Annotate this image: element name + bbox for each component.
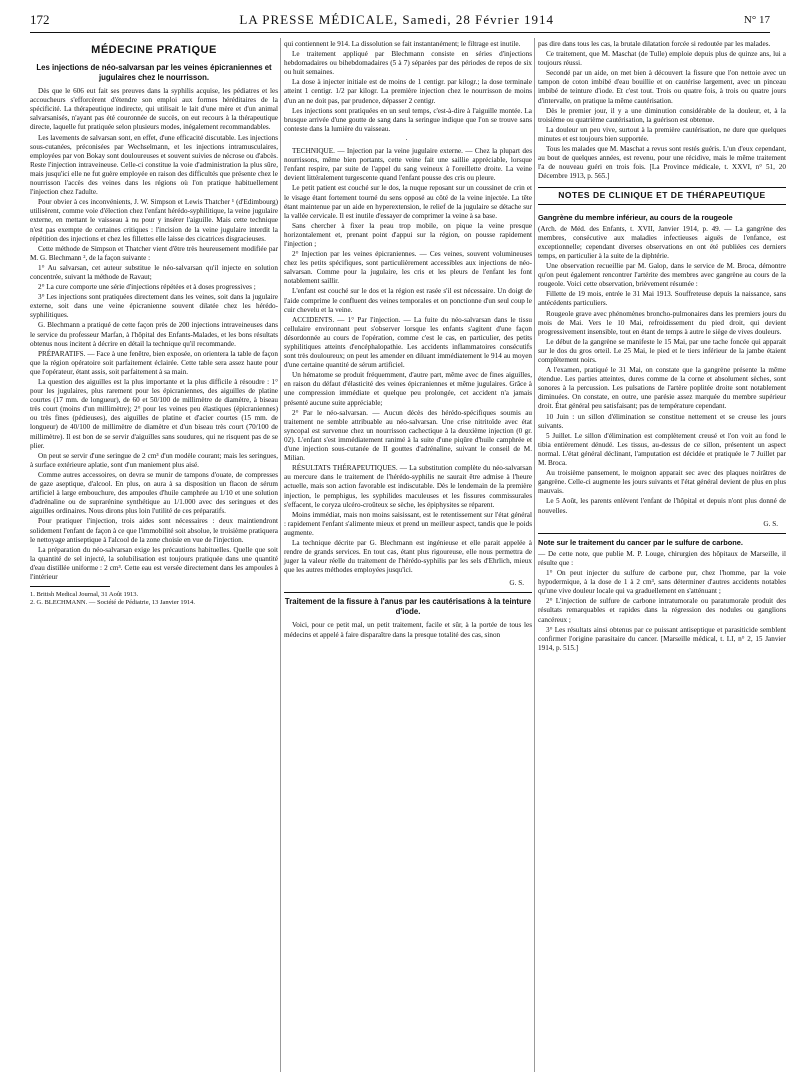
signature: G. S. bbox=[763, 519, 778, 528]
column-separator bbox=[280, 38, 281, 1072]
paragraph: 1° Au salvarsan, cet auteur substitue le néo-salvarsan qu'il injecte en solution concentrée, suivant la méthode de Ravaut; bbox=[30, 263, 278, 281]
paragraph: L'enfant est couché sur le dos et la région est rasée s'il est nécessaire. Un doigt de l'aide comprime le confluent des veines temporales et on ponctionne d'un seul coup le cuir chevelu et la veine. bbox=[284, 287, 532, 314]
paragraph: Le début de la gangrène se manifeste le 15 Mai, par une tache foncée qui apparait sur le dos du gros orteil. Le 25 Mai, le pied et le tiers inférieur de la jambe étaient complètement noirs. bbox=[538, 337, 786, 365]
paragraph: pas dire dans tous les cas, la brutale dilatation forcée si redoutée par les malades. bbox=[538, 40, 771, 48]
paragraph: 5 Juillet. Le sillon d'élimination est complètement creusé et l'on voit au fond le tibia entièrement dénudé. Les tissus, au-dessus de ce sillon, présentent un aspect normal. L'état général déclinant, l'amputation est décidée et pratiquée le 7 Juillet par M. Broca. bbox=[538, 431, 786, 468]
header-rule bbox=[30, 32, 770, 33]
paragraph: La préparation du néo-salvarsan exige les précautions habituelles. Quelle que soit la quantité de sel injecté, la solubilisation est toujours pratiquée dans une quantité d'eau distillée uniforme : 2 cm³. Cette eau est versée directement dans les ampoules à l'intérieur bbox=[30, 545, 278, 581]
paragraph: Une observation recueillie par M. Galop, dans le service de M. Broca, démontre qu'on peut également rencontrer l'artérite des membres avec gangrène au cours de la rougeole. Voici cette observation, brièvement résumée : bbox=[538, 262, 786, 289]
paragraph: PRÉPARATIFS. — Face à une fenêtre, bien exposée, on orientera la table de façon que la région opératoire soit parfaitement éclairée. Cette table sera assez haute pour que l'opérateur, étant assis, soit parfaitement à sa main. bbox=[30, 349, 278, 376]
paragraph: Voici, pour ce petit mal, un petit traitement, facile et sûr, à la portée de tous les médecins et appelé à faire disparaître dans la presque totalité des cas, sinon bbox=[284, 621, 532, 639]
footnote: 2. G. BLECHMANN. — Société de Pédiatrie, 13 Janvier 1914. bbox=[30, 599, 196, 607]
paragraph: A l'examen, pratiqué le 31 Mai, on constate que la gangrène présente la même étendue. Les parties atteintes, dures comme de la corne et absolument sèches, sont sonores à la percussion. Les pulsations de l'artère poplitée droite sont notablement diminuées. On constate, en outre, une parésie assez marquée du membre supérieur droit. État général peu satisfaisant; pas de température cependant. bbox=[538, 366, 786, 411]
paragraph: 1° On peut injecter du sulfure de carbone pur, chez l'homme, par la voie hypodermique, à la dose de 1 à 2 cm³, sans déterminer d'autres accidents notables qu'une vive douleur locale qui va graduellement en s'atténuant ; bbox=[538, 569, 786, 596]
paragraph: La technique décrite par G. Blechmann est ingénieuse et elle parait appelée à rendre de grands services. En tout cas, étant plus rigoureuse, elle nous permettra de juger la valeur réelle du traitement de l'hérédo-syphilis par les sels d'Ehrlich, mieux que les autres méthodes employées jusqu'ici. bbox=[284, 538, 532, 575]
paragraph: La douleur un peu vive, surtout à la première cautérisation, ne dure que quelques minutes et est toujours bien supportée. bbox=[538, 125, 786, 143]
paragraph: Pour obvier à ces inconvénients, J. W. Simpson et Lewis Thatcher ¹ (d'Edimbourg) utilisèrent, comme voie d'élection chez l'enfant hérédo-syphilitique, la veine jugulaire externe, en mettant le vaisseau à nu pour y insérer l'aiguille. Mais cette technique n'est pas exempte de certaines critiques : l'incision de la veine jugulaire interdit la répétition des injections et chez les fillettes elle laisse des cicatrices disgracieuses. bbox=[30, 198, 278, 243]
paragraph: Un hématome se produit fréquemment, d'autre part, même avec de fines aiguilles, en raison du défaut d'élasticité des veines épicraniennes et même jugulaires. Grâce à une compression immédiate et quelque peu prolongée, cet accident n'a jamais présenté aucune suite appréciable; bbox=[284, 371, 532, 407]
paragraph: 2° L'injection de sulfure de carbone intratumorale ou paratumorale produit des résultats remarquables et rapides dans la régression des nodules ou ganglions cancéreux ; bbox=[538, 597, 786, 624]
paragraph: (Arch. de Méd. des Enfants, t. XVII, Janvier 1914, p. 49. — La gangrène des membres, consécutive aux maladies infectieuses aiguës de l'enfance, est exceptionnelle; cependant diverses observations en ont été publiées ces derniers temps, en particulier à la suite de la diphtérie. bbox=[538, 224, 786, 260]
paragraph: ACCIDENTS. — 1° Par l'injection. — La fuite du néo-salvarsan dans le tissu cellulaire environnant peut s'observer lorsque les enfants s'agitent d'une façon désordonnée au cours de l'opération, comme c'est le cas, en particulier, des petits syphilitiques atteints d'encéphalopathie. Les accidents inflammatoires consécutifs sont très douloureux; on peut les amender en diluant immédiatement le 914 au moyen d'une certaine quantité de sérum artificiel. bbox=[284, 315, 532, 370]
paragraph: — De cette note, que publie M. P. Louge, chirurgien des hôpitaux de Marseille, il résulte que : bbox=[538, 549, 786, 567]
paragraph: Les injections sont pratiquées en un seul temps, c'est-à-dire à l'aiguille montée. La brusque arrivée d'une goutte de sang dans la seringue indique que l'on se trouve sans conteste dans la lumière du vaisseau. bbox=[284, 106, 532, 133]
issue-number: N° 17 bbox=[743, 14, 770, 26]
separator-dot: · bbox=[405, 135, 411, 144]
paragraph: Le petit patient est couché sur le dos, la nuque reposant sur un coussinet de crin et le visage étant fortement tourné du sens opposé au côté de la veine injectée. La tête étant maintenue par un aide en hyperextension, le relief de la jugulaire se détache sur la vallée cervicale. Il est inutile d'essayer de comprimer la veine à sa base. bbox=[284, 184, 532, 220]
paragraph: Pour pratiquer l'injection, trois aides sont nécessaires : deux maintiendront solidement l'enfant de façon à ce que l'immobilité soit absolue, le troisième pratiquera le nettoyage antiseptique à l'alcool de la zone choisie en vue de l'injection. bbox=[30, 517, 278, 544]
paragraph: 10 Juin : un sillon d'élimination se constitue nettement et se creuse les jours suivants. bbox=[538, 412, 786, 430]
paragraph: La dose à injecter initiale est de moins de 1 centigr. par kilogr.; la dose terminale atteint 1 centigr. 1/2 par kilogr. La première injection chez le nourrisson de moins d'un an ne doit pas, par prudence, dépasser 2 centigr. bbox=[284, 78, 532, 105]
paragraph: Tous les malades que M. Maschat a revus sont restés guéris. L'un d'eux cependant, au bout de quelques années, est revenu, pour une récidive, mais le même traitement l'a de nouveau guéri en trois fois. [La Province médicale, t. XXVI, n° 51, 20 Décembre 1913, p. 565.] bbox=[538, 145, 786, 181]
paragraph: 2° La cure comporte une série d'injections répétées et à doses progressives ; bbox=[38, 283, 256, 292]
paragraph: TECHNIQUE. — Injection par la veine jugulaire externe. — Chez la plupart des nourrissons, même bien portants, cette veine fait une saillie appréciable, lorsque l'enfant respire, par suite de l'appel du sang veineux à l'oreillette droite. La veine devient littéralement turgescente quand l'enfant pousse des cris ou pleure. bbox=[284, 147, 532, 183]
column-separator bbox=[534, 38, 535, 1072]
section-heading: NOTES DE CLINIQUE ET DE THÉRAPEUTIQUE bbox=[538, 187, 786, 204]
article-rule bbox=[284, 592, 532, 593]
article-title: Traitement de la fissure à l'anus par les cautérisations à la teinture d'iode. bbox=[284, 597, 532, 616]
paragraph: Dès le premier jour, il y a une diminution considérable de la douleur, et, à la troisième ou quatrième cautérisation, la guérison est obtenue. bbox=[538, 106, 786, 124]
paragraph: Rougeole grave avec phénomènes broncho-pulmonaires dans les premiers jours du mois de Mai. Vers le 10 Mai, refroidissement du pied droit, qui devient progressivement insensible, tout en étant de temps à autre le siège de vives douleurs. bbox=[538, 309, 786, 336]
paragraph: Le 5 Août, les parents enlèvent l'enfant de l'hôpital et depuis n'ont plus donné de nouvelles. bbox=[538, 497, 786, 515]
paragraph: Secondé par un aide, on met bien à découvert la fissure que l'on nettoie avec un tampon de coton imbibé d'eau bouillie et on cautérise largement, avec un pinceau imbibé de teinture d'iode. Et c'est tout. Trois ou quatre fois, à trois ou quatre jours d'intervalle, on pratique la même cautérisation. bbox=[538, 69, 786, 105]
paragraph: 3° Les injections sont pratiquées directement dans les veines, soit dans la jugulaire externe, soit dans une veine épicranienne souvent dilatée chez les hérédo-syphilitiques. bbox=[30, 293, 278, 320]
paragraph: Les lavements de salvarsan sont, en effet, d'une efficacité discutable. Les injections sous-cutanées, préconisées par Wechselmann, et les injections intramusculaires, employées par von Bokay sont douloureuses et souvent suivies de nécrose ou d'abcès. Reste l'injection intraveineuse. Celle-ci constitue la voie d'administration la plus sûre, mais jusqu'ici elle ne fut guère employée en raison des difficultés que présente chez le nourrisson l'accès des veines dans les régions où l'on pratique habituellement l'injection chez l'adulte. bbox=[30, 133, 278, 197]
paragraph: 2° Injection par les veines épicraniennes. — Ces veines, souvent volumineuses chez les petits spécifiques, sont particulièrement accessibles aux injections de néo-salvarsan. Comme pour la jugulaire, les cris et les pleurs de l'enfant les font notablement saillir. bbox=[284, 250, 532, 286]
paragraph: Fillette de 19 mois, entrée le 31 Mai 1913. Souffreteuse depuis la naissance, sans antécédents particuliers. bbox=[538, 290, 786, 308]
column-1 bbox=[30, 40, 278, 607]
paragraph: G. Blechmann a pratiqué de cette façon près de 200 injections intraveineuses dans le service du professeur Marfan, à l'hôpital des Enfants-Malades, et les bons résultats obtenus nous incitent à décrire en détail la technique qu'il recommande. bbox=[30, 321, 278, 348]
section-heading: MÉDECINE PRATIQUE bbox=[91, 44, 217, 56]
page-header bbox=[30, 10, 770, 30]
column-3 bbox=[538, 40, 786, 654]
footnote-rule bbox=[30, 586, 110, 587]
paragraph: Ce traitement, que M. Maschat (de Tulle) emploie depuis plus de quinze ans, lui a toujours réussi. bbox=[538, 50, 786, 68]
footnote: 1. British Medical Journal, 31 Août 1913. bbox=[30, 591, 139, 599]
article-title: Note sur le traitement du cancer par le sulfure de carbone. bbox=[538, 537, 743, 547]
paragraph: qui contiennent le 914. La dissolution se fait instantanément; le filtrage est inutile. bbox=[284, 40, 521, 48]
paragraph: Cette méthode de Simpson et Thatcher vient d'être très heureusement modifiée par M. G. Blechmann ², de la façon suivante : bbox=[30, 244, 278, 262]
page-number: 172 bbox=[30, 12, 50, 27]
paragraph: 3° Les résultats ainsi obtenus par ce puissant antiseptique et parasiticide semblent confirmer l'origine parasitaire du cancer. [Marseille médical, t. LI, n° 2, 15 Janvier 1914, p. 515.] bbox=[538, 625, 786, 652]
signature: G. S. bbox=[509, 579, 524, 588]
paragraph: Dès que le 606 eut fait ses preuves dans la syphilis acquise, les pédiatres et les accoucheurs s'efforcèrent d'étendre son emploi aux formes héréditaires de la spécificité. La thérapeutique indirecte, qui utilisait le lait d'une mère et d'un animal salvarsanisés, n'ayant pas été couronnée de succès, on eut recours à la thérapeutique directe, laquelle fut pratiquée selon plusieurs modes, inégalement recommandables. bbox=[30, 87, 278, 132]
article-body bbox=[30, 87, 278, 582]
journal-title: LA PRESSE MÉDICALE, Samedi, 28 Février 1914 bbox=[239, 12, 554, 27]
paragraph: Le traitement appliqué par Blechmann consiste en séries d'injections hebdomadaires ou bihebdomadaires (5 à 7) séparées par des périodes de repos de six ou huit semaines. bbox=[284, 50, 532, 77]
paragraph: La question des aiguilles est la plus importante et la plus difficile à résoudre : 1° pour les jugulaires, plus rarement pour les épicraniennes, des aiguilles de platine courtes (17 mm. de longueur), de 60 et 50/100 de millimètre de diamètre, à biseau très court (moins d'un millimètre); 2° pour les veines peu élastiques (épicraniennes) ou très fines (pédieuses), des aiguilles de platine et d'acier courtes (15 mm. de longueur) de 40/100 de millimètre de diamètre et d'un biseau très court (70/100 de millimètre). Il est bon de se servir d'aiguilles sans soudures, qui ne risquent pas de se plier. bbox=[30, 378, 278, 450]
paragraph: Au troisième pansement, le moignon apparait sec avec des plaques noirâtres de gangrène. Celle-ci augmente les jours suivants et l'état général devient de plus en plus mauvais. bbox=[538, 469, 786, 496]
paragraph: RÉSULTATS THÉRAPEUTIQUES. — La substitution complète du néo-salvarsan au mercure dans le traitement de l'hérédo-syphilis ne saurait être admise à l'heure actuelle, mais son action favorable est indiscutable. Dès le lendemain de la première injection, le pemphigus, les syphilides maculeuses et les fissures commissurales s'effacent, le coryza ulcéro-croûteux se sèche, les épiphysites se réparent. bbox=[284, 464, 532, 509]
paragraph: Sans chercher à fixer la peau trop mobile, on pique la veine presque horizontalement et, prenant point d'appui sur la région, on pousse rapidement l'injection ; bbox=[284, 221, 532, 248]
paragraph: Comme autres accessoires, on devra se munir de tampons d'ouate, de compresses de gaze aseptique, d'alcool. En plus, on aura à sa disposition un flacon de sérum artificiel à large embouchure, des ampoules d'huile camphrée au 1/10 et une solution d'adrénaline ou de suprarénine synthétique au 1/1.000 avec des seringues et des aiguilles ordinaires. Nous dirons plus loin l'utilité de ces préparatifs. bbox=[30, 470, 278, 516]
paragraph: 2° Par le néo-salvarsan. — Aucun décès des hérédo-spécifiques soumis au traitement ne semble attribuable au néo-salvarsan. Une crise nitritoïde avec état syncopal est survenue chez un nourrisson cachectique à la deuxième injection (0 gr. 02). L'enfant s'est immédiatement ranimé à la suite d'une piqûre d'huile camphrée et d'une injection sous-cutanée de II gouttes d'adrénaline, suivant le conseil de M. Milian. bbox=[284, 408, 532, 463]
paragraph: Moins immédiat, mais non moins saisissant, est le retentissement sur l'état général : rapidement l'enfant s'alimente mieux et prend un meilleur aspect, tandis que le poids augmente. bbox=[284, 510, 532, 537]
article-title: Les injections de néo-salvarsan par les veines épicraniennes et jugulaires chez le nourrisson. bbox=[36, 63, 272, 82]
article-title: Gangrène du membre inférieur, au cours de la rougeole bbox=[538, 212, 733, 222]
paragraph: On peut se servir d'une seringue de 2 cm³ d'un modèle courant; mais les seringues, à surface extérieure aplatie, sont d'un maniement plus aisé. bbox=[30, 451, 278, 469]
column-2 bbox=[284, 40, 532, 641]
article-rule bbox=[538, 533, 786, 534]
